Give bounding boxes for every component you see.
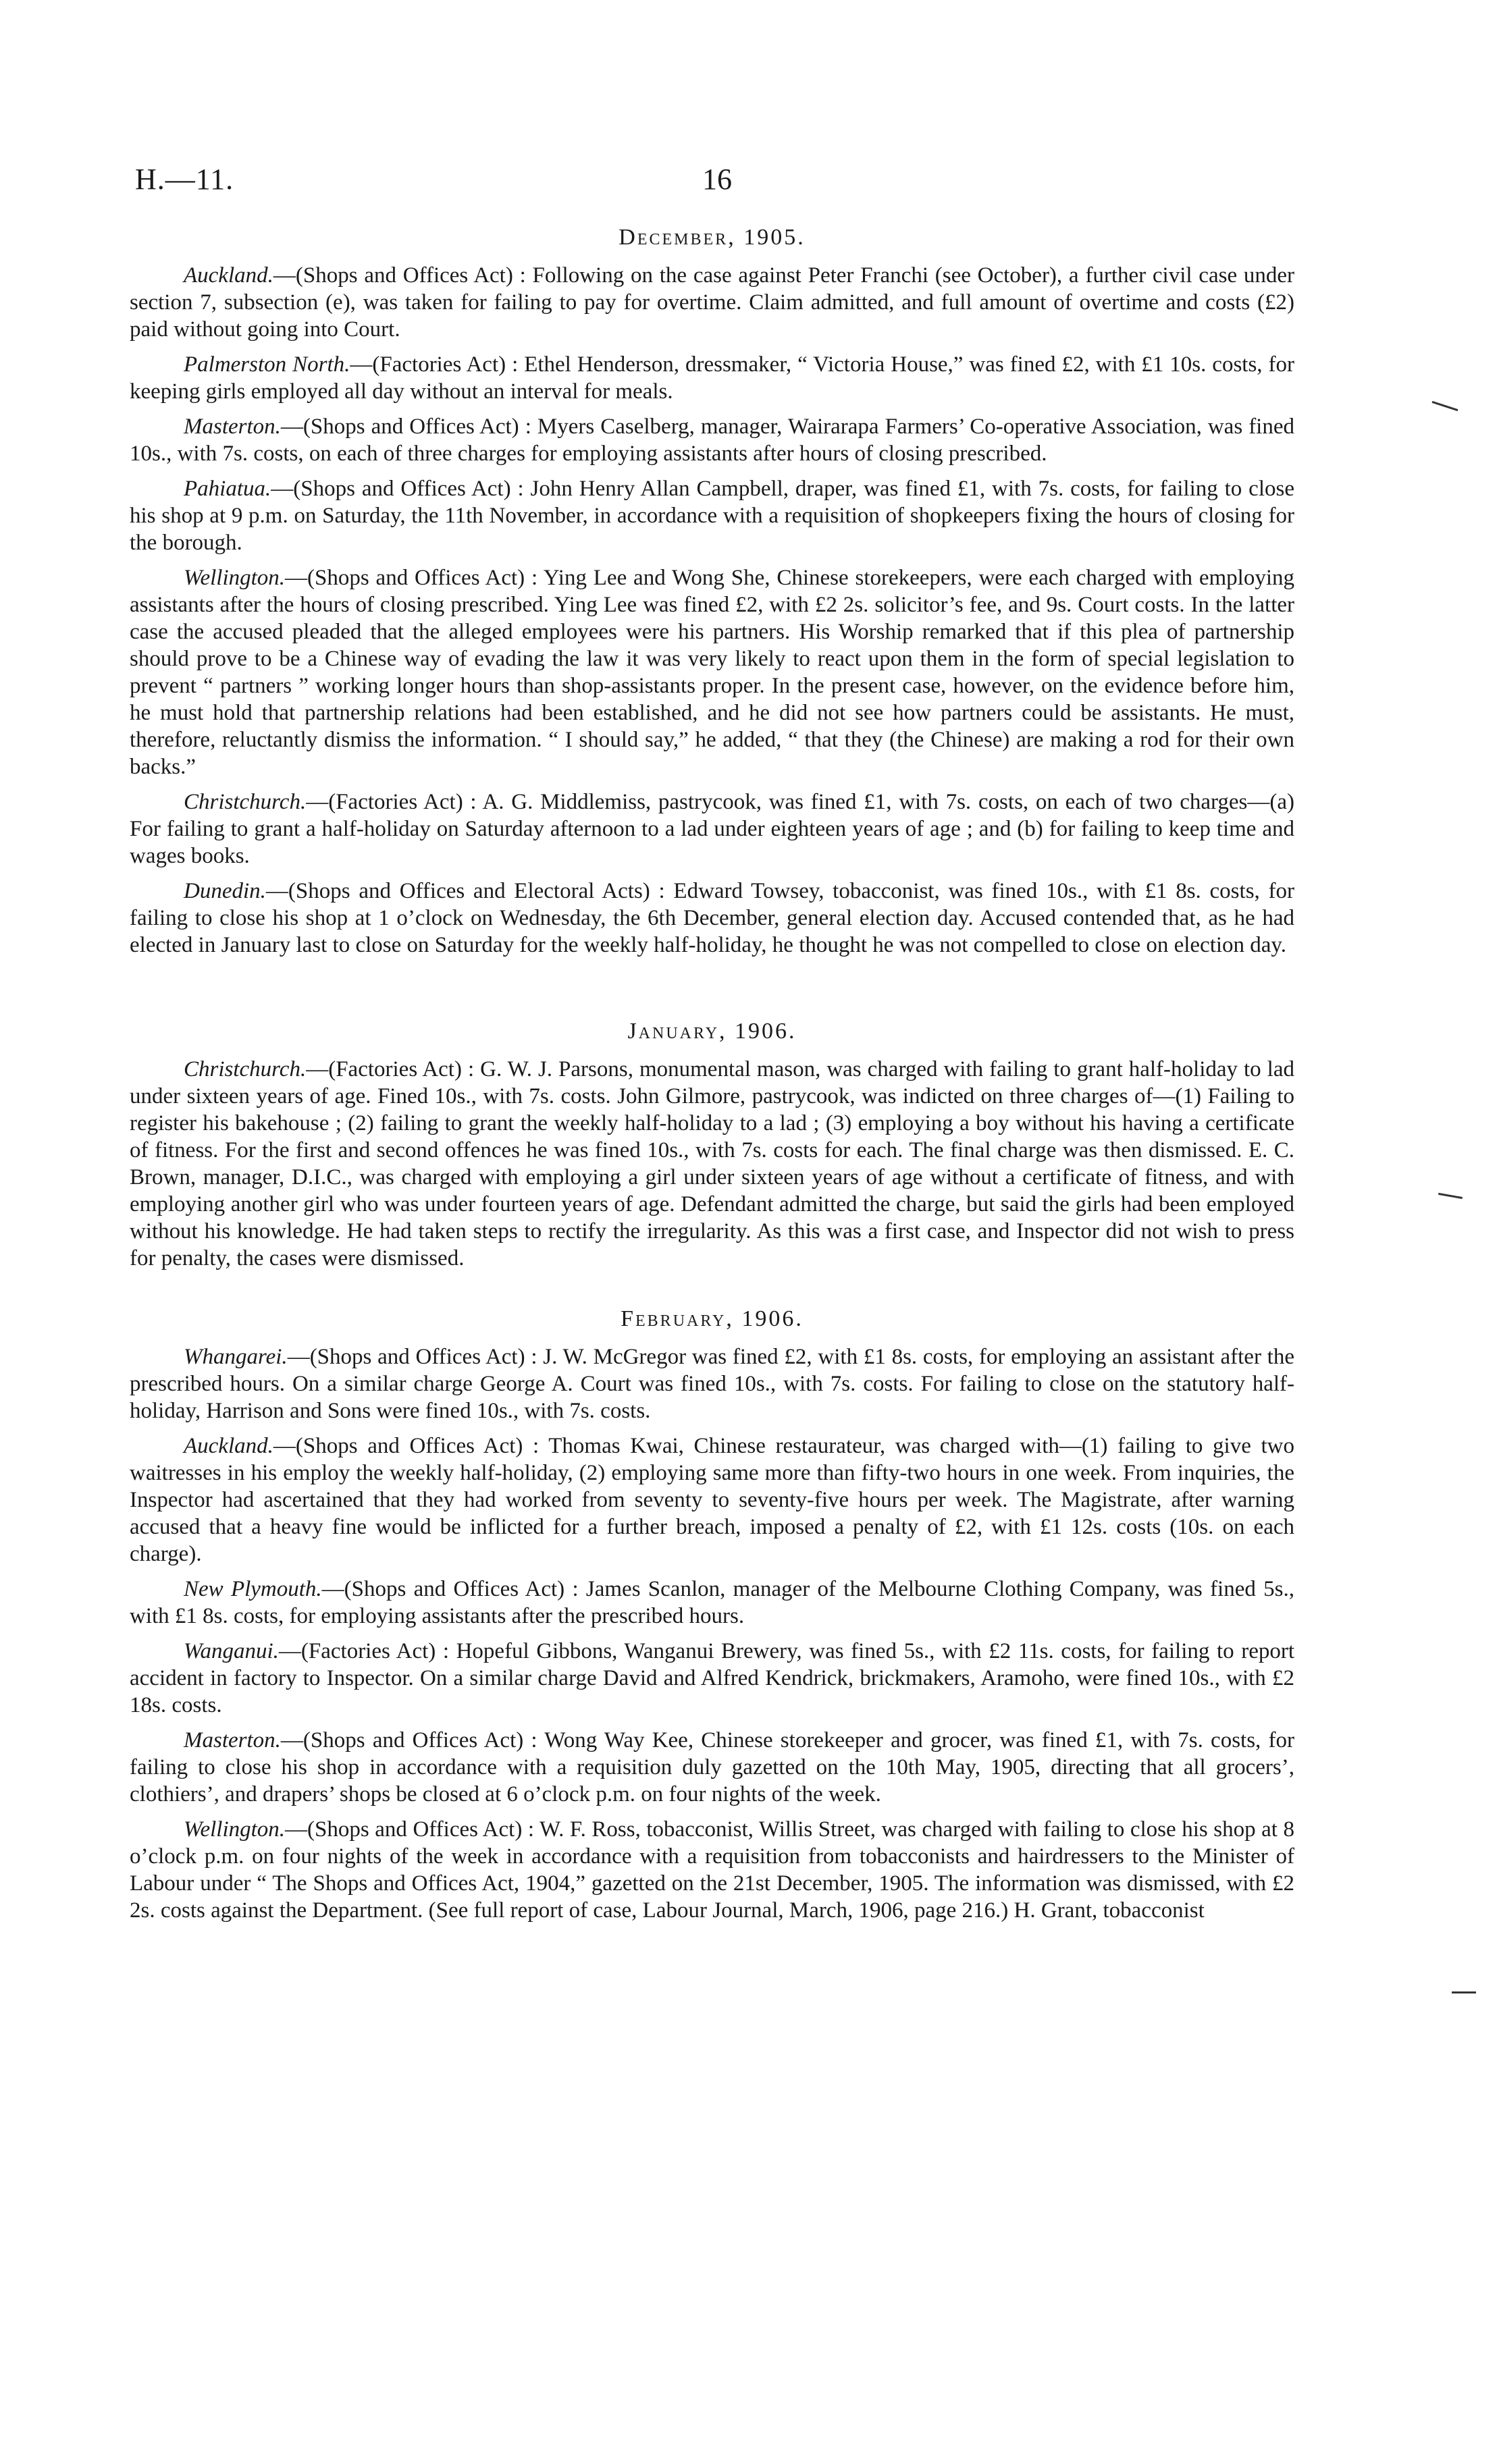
case-entry	[130, 788, 1294, 869]
case-entry	[130, 1576, 1294, 1630]
case-text: —(Shops and Offices and Electoral Acts) : Edward Towsey, tobacconist, was fined 10s., with £1 8s. costs, for failing to close his shop at 1 o’clock on Wednesday, the 6th December, general election day. Accused contended that, as he had elected in January last to close on Saturday for the weekly half-holiday, he thought he was not compelled to close on election day.	[130, 879, 1294, 957]
case-text: —(Shops and Offices Act) : W. F. Ross, tobacconist, Willis Street, was charged with failing to close his shop at 8 o’clock p.m. on four nights of the week in accordance with a requisition from tobacconists and hairdressers to the Minister of Labour under “ The Shops and Offices Act, 1904,” gazetted on the 21st December, 1905. The information was dismissed, with £2 2s. costs against the Department. (See full report of case, Labour Journal, March, 1906, page 216.) H. Grant, tobacconist	[130, 1817, 1294, 1923]
case-place: Masterton.	[184, 1728, 281, 1752]
case-entry	[130, 878, 1294, 959]
case-place: Auckland.	[184, 1434, 273, 1458]
document-id: H.—11.	[135, 163, 234, 196]
scan-mark	[1438, 1193, 1463, 1199]
case-text: —(Factories Act) : A. G. Middlemiss, pastrycook, was fined £1, with 7s. costs, on each of two charges—(a) For failing to grant a half-holiday on Saturday afternoon to a lad under eighteen years of age ; and (b) for failing to keep time and wages books.	[130, 790, 1294, 868]
case-entry	[130, 1816, 1294, 1924]
case-text: —(Shops and Offices Act) : Myers Caselberg, manager, Wairarapa Farmers’ Co-operative Association, was fined 10s., with 7s. costs, on each of three charges for employing assistants after hours of closing prescribed.	[130, 414, 1294, 466]
case-text: —(Shops and Offices Act) : Wong Way Kee, Chinese storekeeper and grocer, was fined £1, with 7s. costs, for failing to close his shop in accordance with a requisition duly gazetted on the 10th May, 1905, directing that all grocers’, clothiers’, and drapers’ shops be closed at 6 o’clock p.m. on four nights of the week.	[130, 1728, 1294, 1806]
case-entry	[130, 413, 1294, 467]
section-heading: December, 1905.	[619, 225, 806, 250]
case-text: —(Factories Act) : Ethel Henderson, dressmaker, “ Victoria House,” was fined £2, with £1 10s. costs, for keeping girls employed all day without an interval for meals.	[130, 352, 1294, 404]
case-entry	[130, 564, 1294, 780]
case-text: —(Shops and Offices Act) : J. W. McGregor was fined £2, with £1 8s. costs, for employing an assistant after the prescribed hours. On a similar charge George A. Court was fined 10s., with 7s. costs. For failing to close on the statutory half-holiday, Harrison and Sons were fined 10s., with 7s. costs.	[130, 1345, 1294, 1423]
case-entry	[130, 1432, 1294, 1568]
scan-mark	[1432, 401, 1458, 411]
case-text: —(Shops and Offices Act) : John Henry Allan Campbell, draper, was fined £1, with 7s. costs, for failing to close his shop at 9 p.m. on Saturday, the 11th November, in accordance with a requisition of shopkeepers fixing the hours of closing for the borough.	[130, 477, 1294, 555]
case-text: —(Shops and Offices Act) : James Scanlon, manager of the Melbourne Clothing Company, was fined 5s., with £1 8s. costs, for employing assistants after the prescribed hours.	[130, 1577, 1294, 1628]
case-place: Dunedin.	[184, 879, 266, 903]
case-text: —(Factories Act) : G. W. J. Parsons, monumental mason, was charged with failing to grant half-holiday to lad under sixteen years of age. Fined 10s., with 7s. costs. John Gilmore, pastrycook, was indicted on three charges of—(1) Failing to register his bakehouse ; (2) failing to grant the weekly half-holiday to a lad ; (3) employing a boy without his having a certificate of fitness. For the first and second offences he was fined 10s., with 7s. costs for each. The final charge was then dismissed. E. C. Brown, manager, D.I.C., was charged with employing a girl under sixteen years of age without a certificate of fitness, and with employing another girl who was under fourteen years of age. Defendant admitted the charge, but said the girls had been employed without his knowledge. He had taken steps to rectify the irregularity. As this was a first case, and Inspector did not wish to press for penalty, the cases were dismissed.	[130, 1057, 1294, 1270]
case-place: Wellington.	[184, 1817, 286, 1842]
case-place: Wanganui.	[184, 1639, 279, 1663]
case-text: —(Factories Act) : Hopeful Gibbons, Wanganui Brewery, was fined 5s., with £2 11s. costs, for failing to report accident in factory to Inspector. On a similar charge David and Alfred Kendrick, brickmakers, Aramoho, were fined 10s., with £2 18s. costs.	[130, 1639, 1294, 1717]
section-heading: February, 1906.	[621, 1306, 804, 1331]
case-text: —(Shops and Offices Act) : Following on the case against Peter Franchi (see October), a further civil case under section 7, subsection (e), was taken for failing to pay for overtime. Claim admitted, and full amount of overtime and costs (£2) paid without going into Court.	[130, 263, 1294, 342]
case-entry	[130, 1638, 1294, 1719]
case-entry	[130, 475, 1294, 556]
case-place: Masterton.	[184, 414, 281, 439]
case-text: —(Shops and Offices Act) : Ying Lee and Wong She, Chinese storekeepers, were each charged with employing assistants after the hours of closing prescribed. Ying Lee was fined £2, with £2 2s. solicitor’s fee, and 9s. Court costs. In the latter case the accused pleaded that the alleged employees were his partners. His Worship remarked that if this plea of partnership should prove to be a Chinese way of evading the law it was very likely to react upon them in the form of special legislation to prevent “ partners ” working longer hours than shop-assistants proper. In the present case, however, on the evidence before him, he must hold that partnership relations had been established, and he did not see how partners could be assistants. He must, therefore, reluctantly dismiss the information. “ I should say,” he added, “ that they (the Chinese) are making a rod for their own backs.”	[130, 566, 1294, 779]
case-text: —(Shops and Offices Act) : Thomas Kwai, Chinese restaurateur, was charged with—(1) failing to give two waitresses in his employ the weekly half-holiday, (2) employing same more than fifty-two hours in one week. From inquiries, the Inspector had ascertained that they had worked from seventy to seventy-five hours per week. The Magistrate, after warning accused that a heavy fine would be inflicted for a further breach, imposed a penalty of £2, with £1 12s. costs (10s. on each charge).	[130, 1434, 1294, 1566]
page-header	[135, 162, 1296, 209]
case-place: Auckland.	[184, 263, 273, 288]
section-heading: January, 1906.	[627, 1019, 797, 1044]
document-body	[130, 223, 1294, 1932]
case-place: Christchurch.	[184, 1057, 307, 1081]
case-entry	[130, 1056, 1294, 1272]
case-place: Wellington.	[184, 566, 286, 590]
page-number: 16	[702, 163, 732, 196]
case-place: Whangarei.	[184, 1345, 288, 1369]
case-entry	[130, 262, 1294, 343]
case-entry	[130, 351, 1294, 405]
scan-mark	[1452, 1991, 1476, 1993]
case-entry	[130, 1343, 1294, 1424]
case-place: Pahiatua.	[184, 477, 271, 501]
case-place: New Plymouth.	[184, 1577, 322, 1601]
case-place: Palmerston North.	[184, 352, 350, 377]
case-entry	[130, 1727, 1294, 1808]
case-place: Christchurch.	[184, 790, 307, 814]
